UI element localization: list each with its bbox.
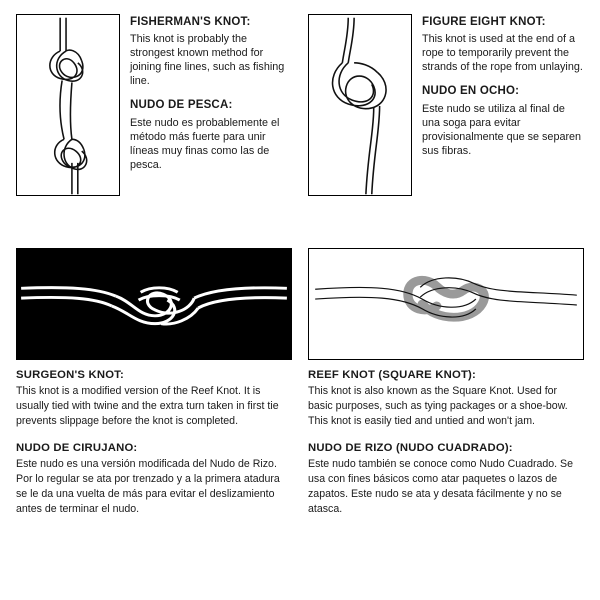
reef-knot-diagram (308, 248, 584, 360)
reef-knot-body-en: This knot is also known as the Square Knot. Used for basic purposes, such as tying packages or a shoe-bow. This knot is easily tied and untied and won't jam. (308, 384, 568, 428)
fishermans-knot-title-en: FISHERMAN'S KNOT: (130, 16, 251, 28)
top-row (16, 14, 584, 196)
reef-knot-body-es: Este nudo también se conoce como Nudo Cuadrado. Se usa con fines básicos como atar paquetes o lazos de zapatos. Este nudo se ata y desata fácilmente y no se atasca. (308, 458, 574, 516)
knot-card-fishermans (16, 14, 292, 196)
surgeons-knot-body-en: This knot is a modified version of the Reef Knot. It is usually tied with twine and the extra turn taken in first tie prevents slippage before the knot is completed. (16, 384, 279, 428)
knot-card-reef (308, 248, 584, 517)
fishermans-knot-title-es: NUDO DE PESCA: (130, 99, 233, 112)
fishermans-knot-diagram (16, 14, 120, 196)
surgeons-knot-title-es: NUDO DE CIRUJANO: (16, 442, 138, 455)
figure-eight-knot-body-es: Este nudo se utiliza al final de una soga para evitar provisionalmente que se separen sus fibras. (422, 102, 582, 157)
surgeons-knot-text (16, 369, 292, 517)
figure-eight-knot-body-en: This knot is used at the end of a rope to temporarily prevent the strands of the rope from unlaying. (422, 33, 583, 74)
knot-card-surgeons (16, 248, 292, 517)
reef-knot-title-es: NUDO DE RIZO (NUDO CUADRADO): (308, 442, 513, 455)
surgeons-knot-diagram (16, 248, 292, 360)
surgeons-knot-body-es: Este nudo es una versión modificada del Nudo de Rizo. Por lo regular se ata por trenzado y a la primera atadura se le da una vuelta de más para evitar el deslizamiento antes de terminar el nudo. (16, 458, 280, 516)
surgeons-knot-title-en: SURGEON'S KNOT: (16, 369, 124, 381)
reef-knot-text (308, 369, 584, 517)
fishermans-knot-text (130, 14, 292, 196)
figure-eight-knot-title-en: FIGURE EIGHT KNOT: (422, 16, 546, 28)
figure-eight-knot-text (422, 14, 584, 196)
knot-card-figure-eight (308, 14, 584, 196)
bottom-row (16, 248, 584, 517)
fishermans-knot-body-es: Este nudo es probablemente el método más fuerte para unir líneas muy finas como las de pesca. (130, 116, 280, 171)
reef-knot-title-en: REEF KNOT (SQUARE KNOT): (308, 369, 476, 381)
figure-eight-knot-title-es: NUDO EN OCHO: (422, 85, 520, 98)
figure-eight-knot-diagram (308, 14, 412, 196)
fishermans-knot-body-en: This knot is probably the strongest known method for joining fine lines, such as fishing line. (130, 33, 285, 88)
